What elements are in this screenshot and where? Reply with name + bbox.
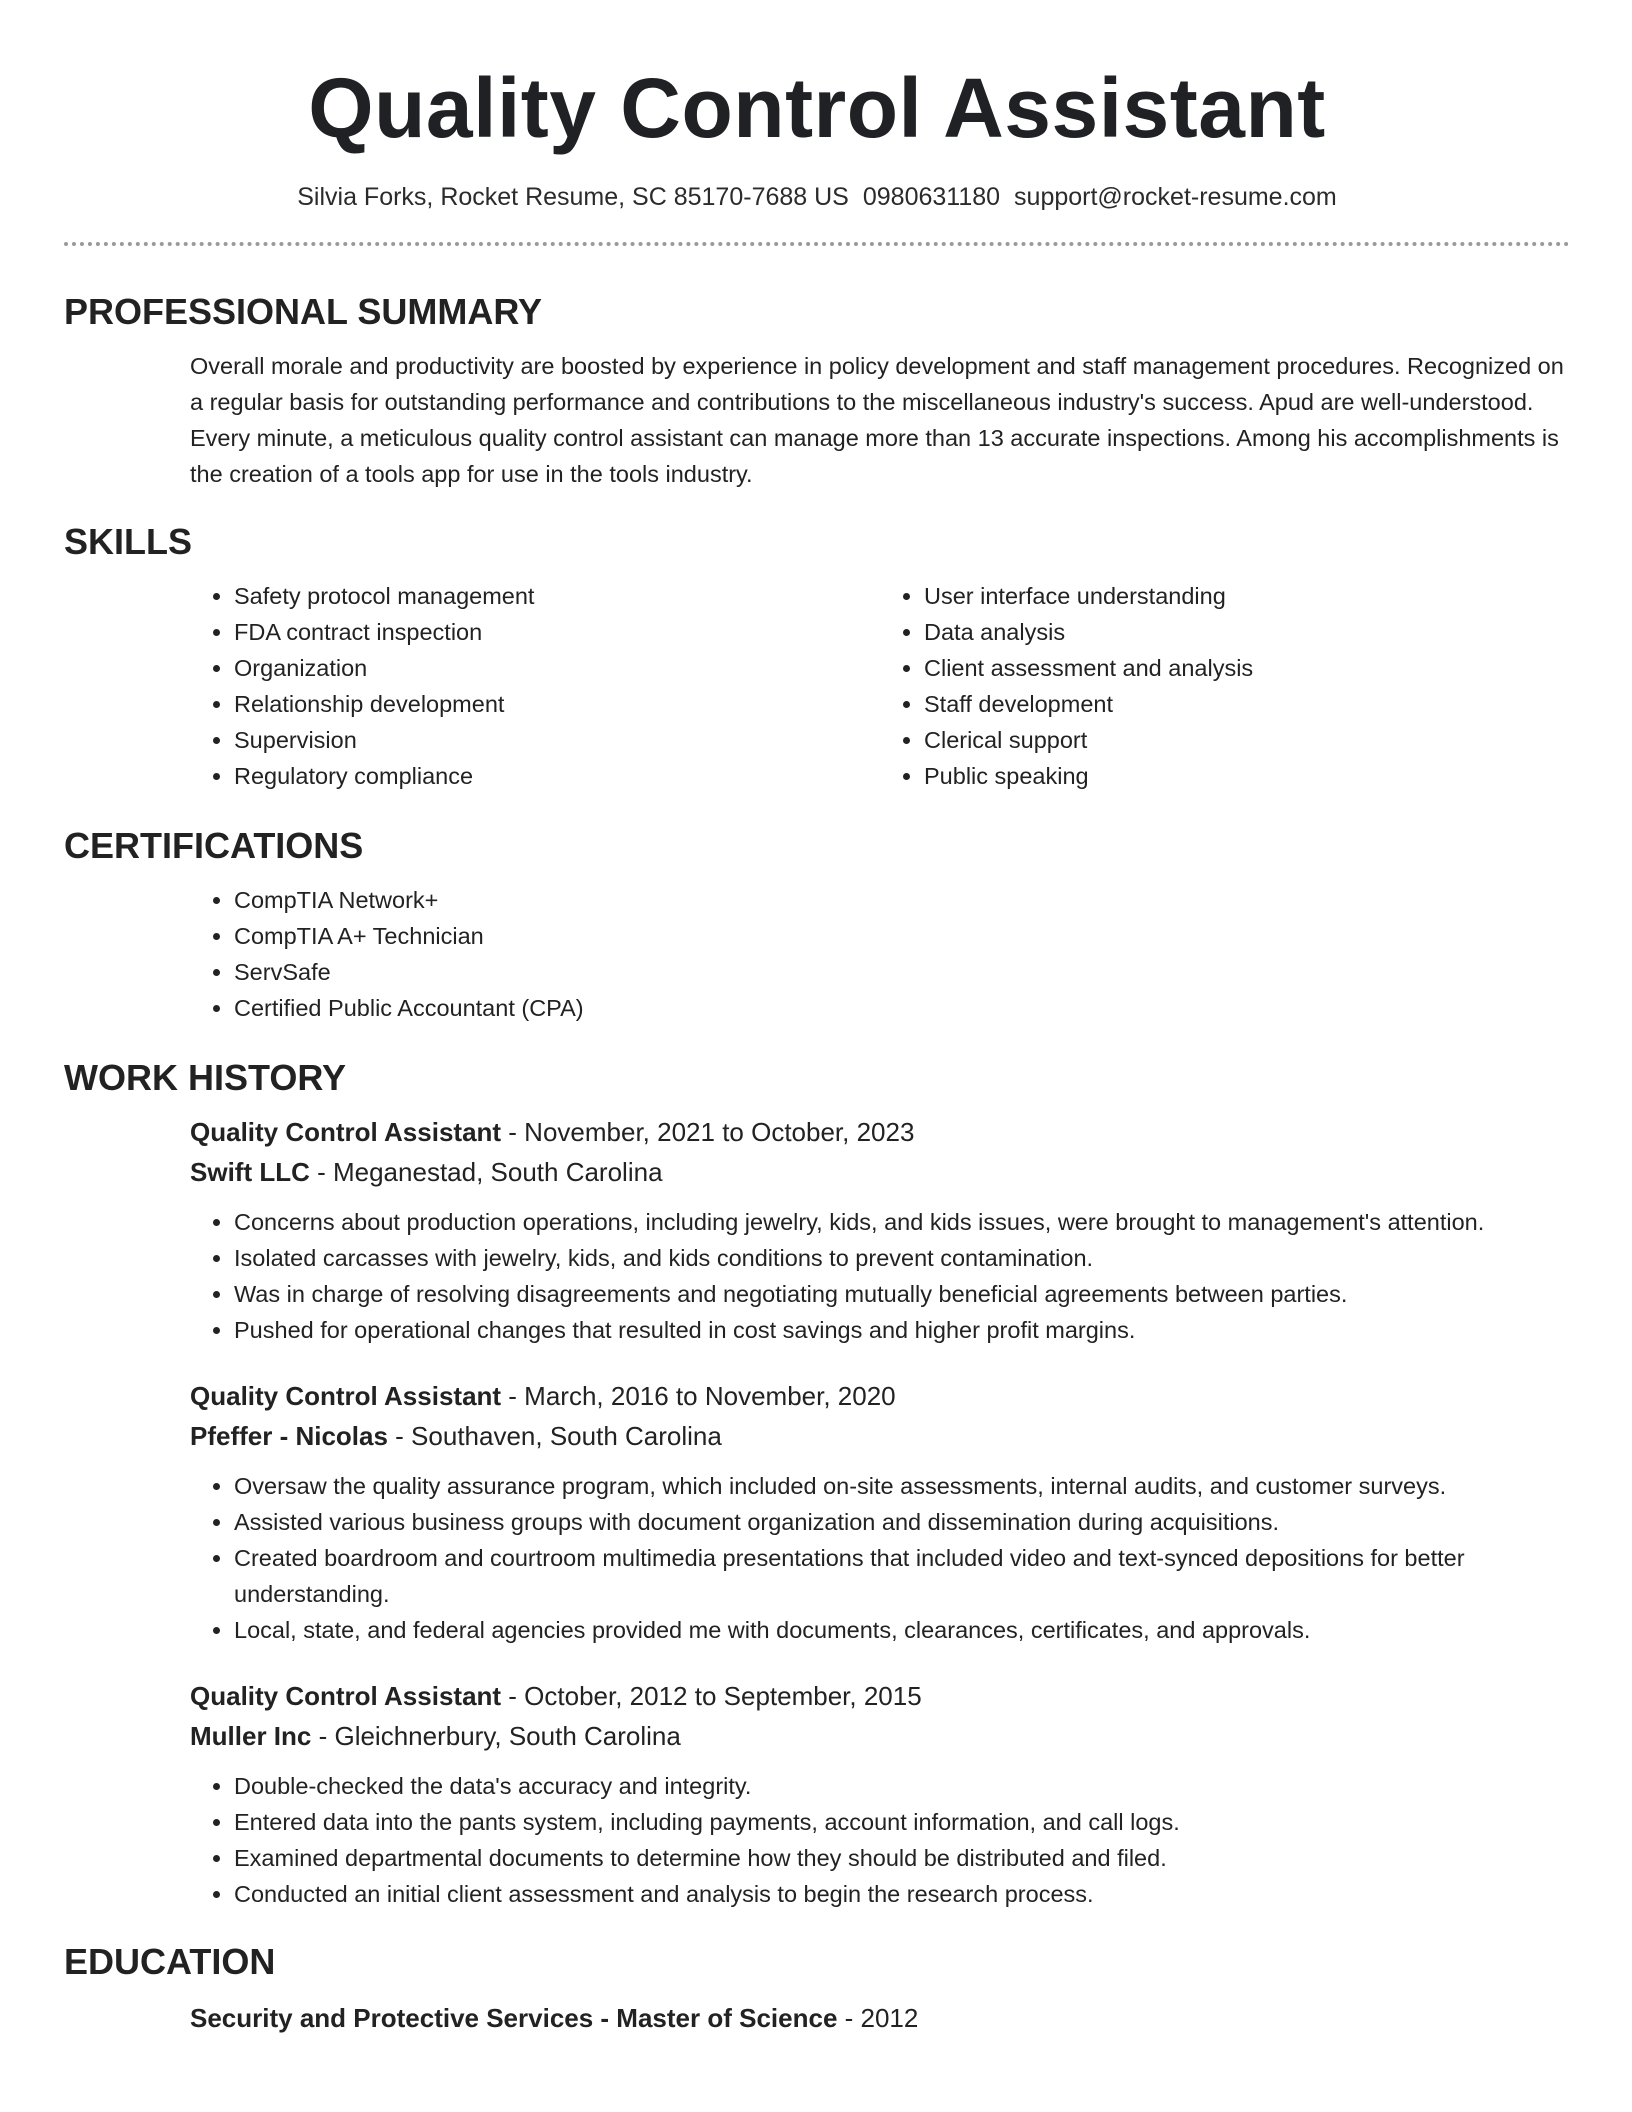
job-bullet: • Double-checked the data's accuracy and integrity. bbox=[234, 1768, 1570, 1804]
education-section bbox=[64, 1940, 1570, 2038]
skills-heading: SKILLS bbox=[64, 521, 193, 562]
job-location: - Meganestad, South Carolina bbox=[309, 1157, 663, 1187]
summary-heading: PROFESSIONAL SUMMARY bbox=[64, 291, 543, 332]
skill-item: • Safety protocol management bbox=[234, 578, 880, 614]
job-location: - Southaven, South Carolina bbox=[387, 1421, 722, 1451]
job-dates: - October, 2012 to September, 2015 bbox=[501, 1681, 922, 1711]
work-section bbox=[64, 1056, 1570, 1912]
skills-section bbox=[64, 520, 1570, 794]
job-bullets bbox=[190, 1768, 1570, 1912]
certifications-wrap bbox=[190, 882, 1570, 1026]
certification-item: • Certified Public Accountant (CPA) bbox=[234, 990, 1570, 1026]
job-bullet: • Concerns about production operations, including jewelry, kids, and kids issues, were brought to management's attention. bbox=[234, 1204, 1570, 1240]
job-bullet: • Pushed for operational changes that resulted in cost savings and higher profit margins. bbox=[234, 1312, 1570, 1348]
job-dates: - November, 2021 to October, 2023 bbox=[501, 1117, 915, 1147]
job-entry bbox=[190, 1676, 1570, 1912]
job-entry bbox=[190, 1376, 1570, 1648]
contact-line bbox=[64, 180, 1570, 214]
summary-section bbox=[64, 290, 1570, 492]
job-title-line bbox=[190, 1676, 1570, 1716]
job-bullet: • Local, state, and federal agencies provided me with documents, clearances, certificates, and approvals. bbox=[234, 1612, 1570, 1648]
certifications-heading: CERTIFICATIONS bbox=[64, 825, 364, 866]
skill-item: • Public speaking bbox=[924, 758, 1570, 794]
job-bullet: • Entered data into the pants system, including payments, account information, and call logs. bbox=[234, 1804, 1570, 1840]
job-company: Pfeffer - Nicolas bbox=[190, 1421, 388, 1451]
education-heading: EDUCATION bbox=[64, 1941, 276, 1982]
skills-list-left bbox=[190, 578, 880, 794]
certification-item: • CompTIA A+ Technician bbox=[234, 918, 1570, 954]
job-dates: - March, 2016 to November, 2020 bbox=[501, 1381, 896, 1411]
skills-list-right bbox=[880, 578, 1570, 794]
skill-item: • Regulatory compliance bbox=[234, 758, 880, 794]
skill-item: • Client assessment and analysis bbox=[924, 650, 1570, 686]
work-heading: WORK HISTORY bbox=[64, 1057, 347, 1098]
job-title: Quality Control Assistant bbox=[190, 1681, 502, 1711]
job-title: Quality Control Assistant bbox=[190, 1381, 502, 1411]
contact-email: support@rocket-resume.com bbox=[1014, 183, 1337, 211]
skill-item: • FDA contract inspection bbox=[234, 614, 880, 650]
job-bullet: • Created boardroom and courtroom multimedia presentations that included video and text-synced depositions for better understanding. bbox=[234, 1540, 1570, 1612]
job-bullets bbox=[190, 1204, 1570, 1348]
job-company-line bbox=[190, 1416, 1570, 1456]
job-location: - Gleichnerbury, South Carolina bbox=[311, 1721, 681, 1751]
certifications-section bbox=[64, 824, 1570, 1026]
job-bullet: • Examined departmental documents to determine how they should be distributed and filed. bbox=[234, 1840, 1570, 1876]
job-bullets bbox=[190, 1468, 1570, 1648]
skill-item: • Relationship development bbox=[234, 686, 880, 722]
skill-item: • Data analysis bbox=[924, 614, 1570, 650]
resume-page bbox=[64, 0, 1570, 2038]
job-company: Swift LLC bbox=[190, 1157, 310, 1187]
job-title-line bbox=[190, 1376, 1570, 1416]
skill-item: • Clerical support bbox=[924, 722, 1570, 758]
contact-phone: 0980631180 bbox=[862, 183, 1001, 211]
job-bullet: • Conducted an initial client assessment and analysis to begin the research process. bbox=[234, 1876, 1570, 1912]
job-bullet: • Isolated carcasses with jewelry, kids, and kids conditions to prevent contamination. bbox=[234, 1240, 1570, 1276]
job-title: Quality Control Assistant bbox=[190, 1117, 502, 1147]
job-bullet: • Oversaw the quality assurance program, which included on-site assessments, internal audits, and customer surveys. bbox=[234, 1468, 1570, 1504]
job-company: Muller Inc bbox=[190, 1721, 312, 1751]
job-company-line bbox=[190, 1152, 1570, 1192]
certification-item: • ServSafe bbox=[234, 954, 1570, 990]
contact-address: Silvia Forks, Rocket Resume, SC 85170-7688 US bbox=[297, 183, 849, 211]
job-bullet: • Assisted various business groups with document organization and dissemination during acquisitions. bbox=[234, 1504, 1570, 1540]
skills-columns bbox=[190, 578, 1570, 794]
job-title-line bbox=[190, 1112, 1570, 1152]
job-bullet: • Was in charge of resolving disagreements and negotiating mutually beneficial agreements between parties. bbox=[234, 1276, 1570, 1312]
skill-item: • Staff development bbox=[924, 686, 1570, 722]
skill-item: • User interface understanding bbox=[924, 578, 1570, 614]
resume-title: Quality Control Assistant bbox=[308, 61, 1326, 155]
education-entry bbox=[190, 1998, 1570, 2038]
header-divider bbox=[64, 242, 1570, 246]
skill-item: • Supervision bbox=[234, 722, 880, 758]
job-company-line bbox=[190, 1716, 1570, 1756]
summary-text: Overall morale and productivity are boosted by experience in policy development and staff management procedures. Recognized on a regular basis for outstanding performance and contributions to the miscellaneous industry's success. Apud are well-understood. Every minute, a meticulous quality control assistant can manage more than 13 accurate inspections. Among his accomplishments is the creation of a tools app for use in the tools industry. bbox=[190, 353, 1564, 487]
certifications-list bbox=[190, 882, 1570, 1026]
job-entry bbox=[190, 1112, 1570, 1348]
skill-item: • Organization bbox=[234, 650, 880, 686]
certification-item: • CompTIA Network+ bbox=[234, 882, 1570, 918]
education-year: - 2012 bbox=[837, 2003, 919, 2033]
education-degree: Security and Protective Services - Master of Science bbox=[190, 2003, 838, 2033]
